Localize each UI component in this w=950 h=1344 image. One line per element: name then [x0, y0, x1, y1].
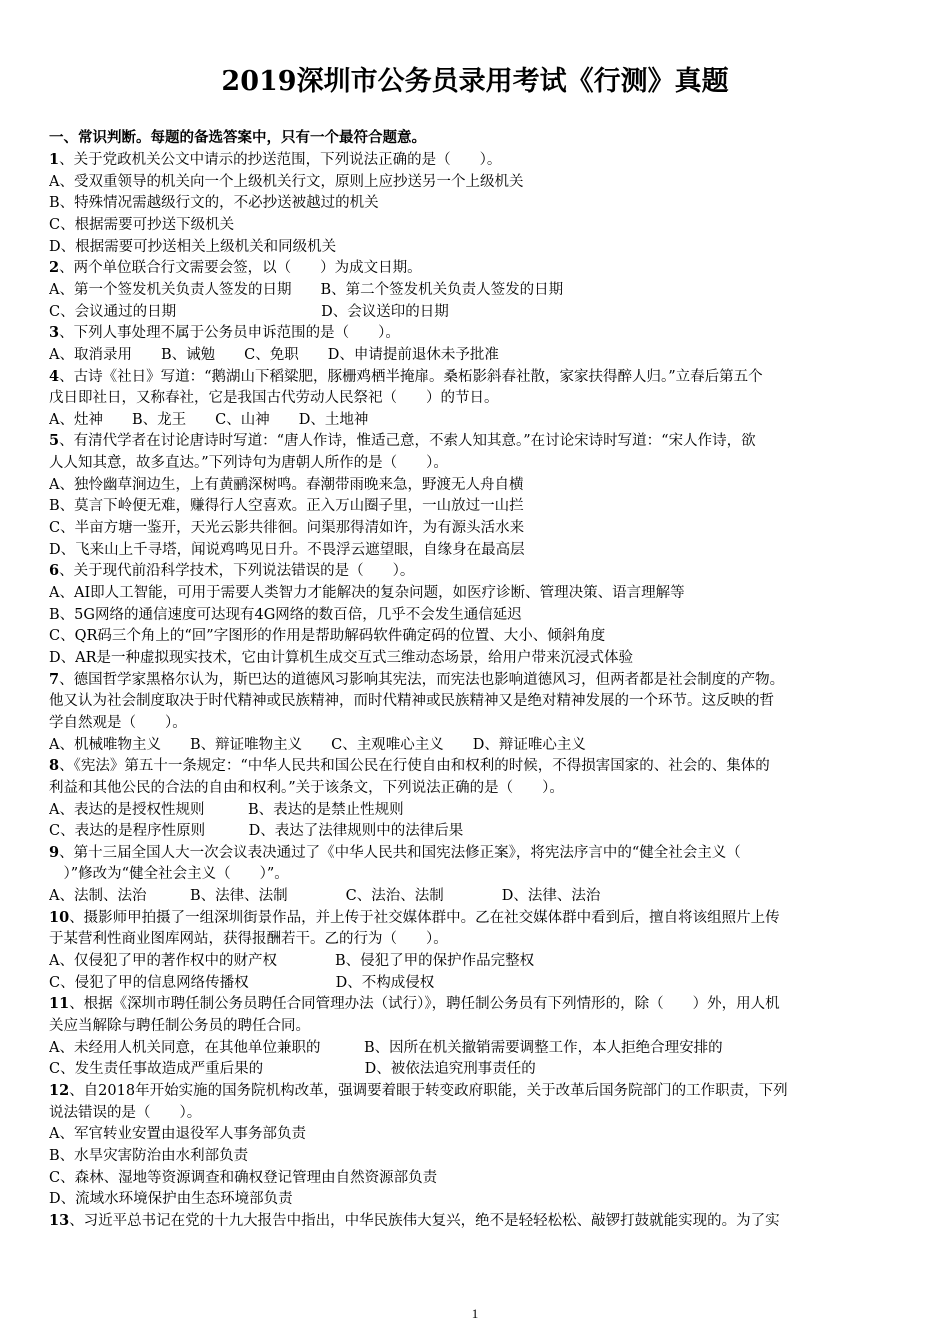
text-line	[49, 1037, 904, 1059]
text-line	[49, 777, 904, 799]
text-line	[49, 387, 904, 409]
line-text: A、机械唯物主义 B、辩证唯物主义 C、主观唯心主义 D、辩证唯心主义	[49, 736, 586, 753]
line-text: 人人知其意，故多直达。”下列诗句为唐朝人所作的是（ ）。	[49, 455, 448, 472]
line-text: 戊日即社日，又称春社，它是我国古代劳动人民祭祀（ ）的节日。	[49, 390, 499, 407]
text-line	[49, 972, 904, 994]
question-line	[49, 430, 904, 452]
question-number: 6	[49, 562, 60, 580]
line-text: A、法制、法治 B、法律、法制 C、法治、法制 D、法律、法治	[49, 888, 601, 905]
question-line	[49, 1210, 904, 1232]
question-line	[49, 149, 904, 171]
line-text: 、习近平总书记在党的十九大报告中指出，中华民族伟大复兴，绝不是轻轻松松、敲锣打鼓就能实现的。为了实	[69, 1212, 780, 1229]
line-text: 、下列人事处理不属于公务员申诉范围的是（ ）。	[59, 325, 400, 342]
line-text: A、灶神 B、龙王 C、山神 D、土地神	[49, 411, 369, 428]
question-number: 3	[49, 324, 60, 342]
text-line	[49, 928, 904, 950]
line-text: 、关于党政机关公文中请示的抄送范围，下列说法正确的是（ ）。	[59, 152, 502, 168]
text-line	[49, 474, 904, 496]
question-line	[49, 842, 904, 864]
line-text: C、QR码三个角上的“回”字图形的作用是帮助解码软件确定码的位置、大小、倾斜角度	[49, 628, 606, 645]
line-text: 说法错误的是（ ）。	[49, 1104, 202, 1121]
text-line	[49, 863, 904, 885]
line-text: A、AI即人工智能，可用于需要人类智力才能解决的复杂问题，如医疗诊断、管理决策、语言理解等	[49, 585, 685, 601]
page-number: 1	[471, 1306, 479, 1321]
line-text: 、第十三届全国人大一次会议表决通过了《中华人民共和国宪法修正案》，将宪法序言中的“健全社会主义（	[59, 844, 741, 861]
text-line	[49, 539, 904, 561]
text-line	[49, 799, 904, 821]
text-line	[49, 452, 904, 474]
question-line	[49, 366, 904, 388]
line-text: 、自2018年开始实施的国务院机构改革，强调要着眼于转变政府职能，关于改革后国务院部门的工作职责，下列	[69, 1082, 788, 1099]
section-heading: 一、常识判断。每题的备选答案中，只有一个最符合题意。	[49, 129, 426, 146]
line-text: 、根据《深圳市聘任制公务员聘任合同管理办法（试行）》，聘任制公务员有下列情形的，除（ ）外，用人机	[69, 996, 780, 1013]
text-line	[49, 214, 904, 236]
question-number: 10	[49, 908, 70, 926]
text-line	[49, 625, 904, 647]
text-line	[49, 279, 904, 301]
line-text: 他又认为社会制度取决于时代精神或民族精神，而时代精神或民族精神又是绝对精神发展的一个环节。这反映的哲	[49, 693, 774, 710]
line-text: 、两个单位联合行文需要会签，以（ ）为成文日期。	[59, 260, 422, 277]
line-text: A、仅侵犯了甲的著作权中的财产权 B、侵犯了甲的保护作品完整权	[49, 953, 535, 969]
line-text: C、半亩方塘一鉴开，天光云影共徘徊。问渠那得清如许，为有源头活水来	[49, 520, 525, 536]
question-number: 13	[49, 1211, 70, 1229]
line-text: A、表达的是授权性规则 B、表达的是禁止性规则	[49, 801, 404, 818]
line-text: A、未经用人机关同意，在其他单位兼职的 B、因所在机关撤销需要调整工作，本人拒绝合理安排的	[49, 1039, 723, 1056]
line-text: 、古诗《社日》写道：“鹅湖山下稻粱肥，豚栅鸡栖半掩扉。桑柘影斜春社散，家家扶得醉人归。”立春后第五个	[59, 368, 763, 385]
question-number: 9	[49, 843, 60, 861]
text-line	[49, 171, 904, 193]
question-number: 8	[49, 757, 60, 775]
line-text: C、根据需要可抄送下级机关	[49, 216, 235, 233]
line-text: C、森林、湿地等资源调查和确权登记管理由自然资源部负责	[49, 1169, 438, 1186]
line-text: A、第一个签发机关负责人签发的日期 B、第二个签发机关负责人签发的日期	[49, 281, 564, 298]
line-text: 、德国哲学家黑格尔认为，斯巴达的道德风习影响其宪法，而宪法也影响道德风习，但两者都是社会制度的产物。	[59, 671, 785, 688]
text-line	[49, 517, 904, 539]
line-text: D、飞来山上千寻塔，闻说鸡鸣见日升。不畏浮云遮望眼，自缘身在最高层	[49, 541, 525, 558]
line-text: 利益和其他公民的合法的自由和权利。”关于该条文，下列说法正确的是（ ）。	[49, 779, 564, 796]
question-number: 2	[49, 259, 60, 277]
text-line	[49, 647, 904, 669]
question-line	[49, 257, 904, 279]
line-text: B、莫言下岭便无难，赚得行人空喜欢。正入万山圈子里，一山放过一山拦	[49, 498, 524, 515]
question-number: 5	[49, 432, 60, 450]
line-text: D、根据需要可抄送相关上级机关和同级机关	[49, 238, 337, 255]
text-line	[49, 495, 904, 517]
question-line	[49, 993, 904, 1015]
line-text: B、5G网络的通信速度可达现有4G网络的数百倍，几乎不会发生通信延迟	[49, 606, 522, 623]
line-text: A、军官转业安置由退役军人事务部负责	[49, 1126, 306, 1143]
text-line	[49, 1145, 904, 1167]
question-line	[49, 322, 904, 344]
question-number: 4	[49, 367, 60, 385]
question-line	[49, 755, 904, 777]
text-line	[49, 690, 904, 712]
text-line	[49, 1102, 904, 1124]
line-text: B、特殊情况需越级行文的，不必抄送被越过的机关	[49, 195, 379, 212]
document-title: 2019深圳市公务员录用考试《行测》真题	[221, 66, 729, 97]
text-line	[49, 1058, 904, 1080]
text-line	[49, 1123, 904, 1145]
line-text: C、表达的是程序性原则 D、表达了法律规则中的法律后果	[49, 823, 464, 840]
text-line	[49, 712, 904, 734]
line-text: A、受双重领导的机关向一个上级机关行文，原则上应抄送另一个上级机关	[49, 173, 524, 190]
text-line	[49, 1167, 904, 1189]
text-line	[49, 409, 904, 431]
text-line	[49, 1188, 904, 1210]
line-text: 学自然观是（ ）。	[49, 714, 187, 731]
text-line	[49, 236, 904, 258]
line-text: 于某营利性商业图库网站，获得报酬若干。乙的行为（ ）。	[49, 931, 448, 948]
line-text: D、流域水环境保护由生态环境部负责	[49, 1191, 293, 1208]
question-number: 7	[49, 670, 60, 688]
text-line	[49, 582, 904, 604]
question-number: 11	[49, 995, 70, 1013]
line-text: C、会议通过的日期 D、会议送印的日期	[49, 303, 449, 320]
line-text: B、水旱灾害防治由水利部负责	[49, 1147, 249, 1164]
line-text: 、摄影师甲拍摄了一组深圳街景作品，并上传于社交媒体群中。乙在社交媒体群中看到后，擅自将该组照片上传	[69, 909, 780, 926]
line-text: ）”修改为“健全社会主义（ ）”。	[49, 866, 289, 883]
question-line	[49, 1080, 904, 1102]
text-line	[49, 885, 904, 907]
text-line	[49, 820, 904, 842]
line-text: 、有清代学者在讨论唐诗时写道：“唐人作诗，惟适己意，不索人知其意。”在讨论宋诗时写道：“宋人作诗，欲	[59, 433, 756, 450]
question-line	[49, 669, 904, 691]
question-line	[49, 907, 904, 929]
text-line	[49, 734, 904, 756]
question-line	[49, 560, 904, 582]
text-line	[49, 604, 904, 626]
line-text: 、关于现代前沿科学技术，下列说法错误的是（ ）。	[59, 563, 415, 580]
text-line	[49, 1015, 904, 1037]
text-line	[49, 950, 904, 972]
line-text: A、取消录用 B、诫勉 C、免职 D、申请提前退休未予批准	[49, 346, 499, 363]
text-line	[49, 344, 904, 366]
line-text: C、侵犯了甲的信息网络传播权 D、不构成侵权	[49, 974, 435, 991]
question-number: 12	[49, 1081, 70, 1099]
line-text: A、独怜幽草涧边生，上有黄鹂深树鸣。春潮带雨晚来急，野渡无人舟自横	[49, 476, 524, 493]
line-text: D、AR是一种虚拟现实技术，它由计算机生成交互式三维动态场景，给用户带来沉浸式体验	[49, 650, 634, 666]
line-text: 关应当解除与聘任制公务员的聘任合同。	[49, 1018, 310, 1034]
line-text: C、发生责任事故造成严重后果的 D、被依法追究刑事责任的	[49, 1061, 536, 1078]
text-line	[49, 192, 904, 214]
text-line	[49, 301, 904, 323]
line-text: 、《宪法》第五十一条规定：“中华人民共和国公民在行使自由和权利的时候，不得损害国家的、社会的、集体的	[59, 758, 770, 775]
question-number: 1	[49, 151, 60, 168]
